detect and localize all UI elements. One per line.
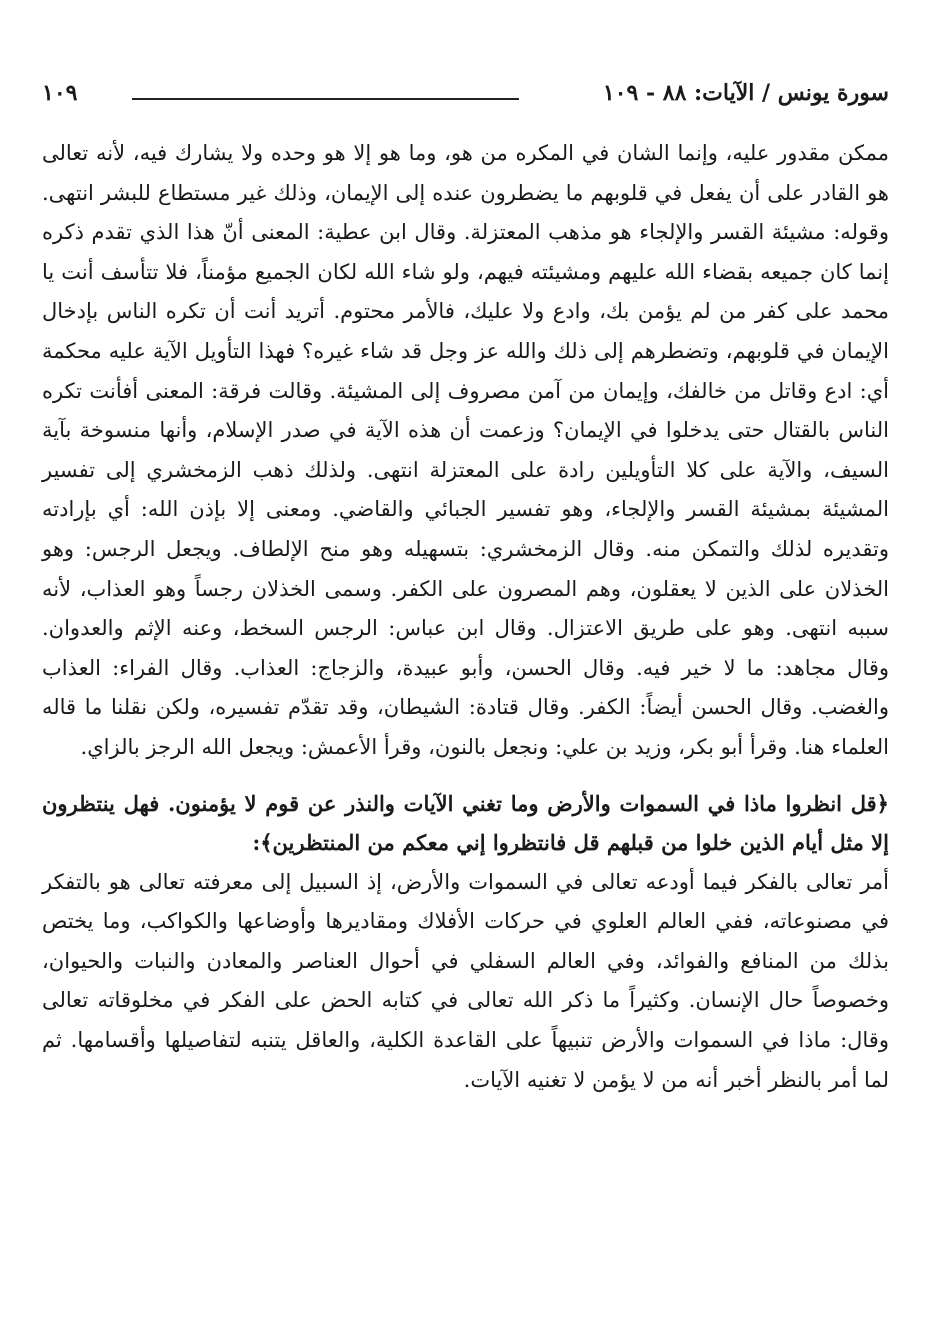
page-number: ١٠٩	[42, 80, 78, 106]
running-header-title: سورة يونس / الآيات: ٨٨ - ١٠٩	[602, 80, 889, 106]
book-page	[42, 70, 889, 1100]
quran-verse: ﴿قل انظروا ماذا في السموات والأرض وما تغني الآيات والنذر عن قوم لا يؤمنون. فهل ينتظرون إلا مثل أيام الذين خلوا من قبلهم قل فانتظروا إني معكم من المنتظرين﴾:	[42, 790, 889, 856]
header-rule	[132, 98, 519, 100]
commentary-paragraph: أمر تعالى بالفكر فيما أودعه تعالى في السموات والأرض، إذ السبيل إلى معرفته تعالى هو بالتفكر في مصنوعاته، ففي العالم العلوي في حركات الأفلاك ومقاديرها وأوضاعها والكواكب، وما يختص بذلك من المنافع والفوائد، وفي العالم السفلي في أحوال العناصر والمعادن والنبات والحيوان، وخصوصاً حال الإنسان. وكثيراً ما ذكر الله تعالى في كتابه الحض على الفكر في مخلوقاته تعالى وقال: ماذا في السموات والأرض تنبيهاً على القاعدة الكلية، والعاقل يتنبه لتفاصيلها وأقسامها. ثم لما أمر بالنظر أخبر أنه من لا يؤمن لا تغنيه الآيات.	[42, 869, 889, 1092]
commentary-paragraph: ممكن مقدور عليه، وإنما الشان في المكره من هو، وما هو إلا هو وحده ولا يشارك فيه، لأنه تعالى هو القادر على أن يفعل في قلوبهم ما يضطرون عنده إلى الإيمان، وذلك غير مستطاع للبشر انتهى. وقوله: مشيئة القسر والإلجاء هو مذهب المعتزلة. وقال ابن عطية: المعنى أنّ هذا الذي تقدم ذكره إنما كان جميعه بقضاء الله عليهم ومشيئته فيهم، ولو شاء الله لكان الجميع مؤمناً، فلا تتأسف أنت يا محمد على كفر من لم يؤمن بك، وادع ولا عليك، فالأمر محتوم. أتريد أنت أن تكره الناس بإدخال الإيمان في قلوبهم، وتضطرهم إلى ذلك والله عز وجل قد شاء غيره؟ فهذا التأويل الآية عليه محكمة أي: ادع وقاتل من خالفك، وإيمان من آمن مصروف إلى المشيئة. وقالت فرقة: المعنى أفأنت تكره الناس بالقتال حتى يدخلوا في الإيمان؟ وزعمت أن هذه الآية في صدر الإسلام، وأنها منسوخة بآية السيف، والآية على كلا التأويلين رادة على المعتزلة انتهى. ولذلك ذهب الزمخشري إلى تفسير المشيئة بمشيئة القسر والإلجاء، وهو تفسير الجبائي والقاضي. ومعنى إلا بإذن الله: أي بإرادته وتقديره لذلك والتمكن منه. وقال الزمخشري: بتسهيله وهو منح الإلطاف. ويجعل الرجس: وهو الخذلان على الذين لا يعقلون، وهم المصرون على الكفر. وسمى الخذلان رجساً وهو العذاب، لأنه سببه انتهى. وهو على طريق الاعتزال. وقال ابن عباس: الرجس السخط، وعنه الإثم والعدوان. وقال مجاهد: ما لا خير فيه. وقال الحسن، وأبو عبيدة، والزجاج: العذاب. وقال الفراء: العذاب والغضب. وقال الحسن أيضاً: الكفر. وقال قتادة: الشيطان، وقد تقدّم تفسيره، ولكن نقلنا ما قاله العلماء هنا. وقرأ أبو بكر، وزيد بن علي: ونجعل بالنون، وقرأ الأعمش: ويجعل الله الرجز بالزاي.	[42, 141, 889, 759]
running-header	[42, 70, 889, 114]
page-body	[42, 134, 889, 1100]
